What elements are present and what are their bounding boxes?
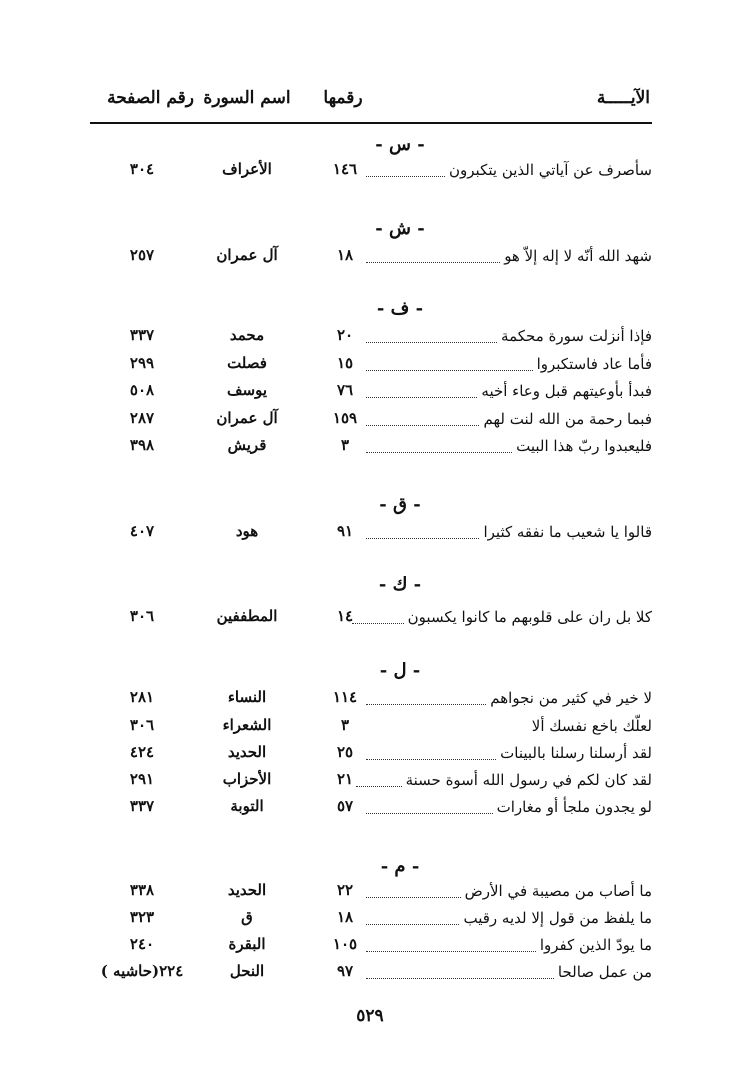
verse-text: فليعبدوا ربّ هذا البيت: [516, 436, 652, 455]
verse-text: ما يلفظ من قول إلا لديه رقيب: [463, 908, 652, 927]
page-ref: ٣٣٧: [129, 326, 155, 344]
verse-cell: [366, 684, 652, 711]
surah-name: يوسف: [226, 381, 268, 399]
verse-text: لا خير في كثير من نجواهم: [490, 688, 652, 707]
section-letter: - ق -: [379, 494, 421, 515]
dot-leader: [366, 261, 500, 263]
page-ref: ٣٠٤: [129, 160, 155, 178]
surah-name: قريش: [227, 436, 267, 454]
dot-leader: [366, 950, 536, 952]
page-ref: ٣٢٣: [129, 908, 155, 926]
table-row: [90, 684, 652, 711]
table-row: [90, 793, 652, 820]
verse-cell: [366, 377, 652, 404]
verse-text: فأما عاد فاستكبروا: [536, 354, 652, 373]
page-ref: ٣٠٦: [129, 607, 155, 625]
verse-text: سأصرف عن آياتي الذين يتكبرون: [449, 160, 652, 179]
dot-leader: [366, 977, 554, 979]
header-number: رقمها: [323, 88, 363, 108]
surah-name: الأحزاب: [222, 770, 272, 788]
verse-text: شهد الله أنّه لا إله إلاّ هو: [504, 246, 652, 265]
surah-name: الشعراء: [222, 716, 272, 734]
verse-number: ٩٧: [336, 962, 354, 980]
page-ref: ٣٣٧: [129, 797, 155, 815]
table-row: [90, 712, 652, 739]
dot-leader: [366, 341, 497, 343]
table-row: [90, 766, 652, 793]
verse-number: ٣: [340, 436, 350, 454]
verse-number: ١١٤: [332, 688, 358, 706]
page-ref: ٢٤٠: [129, 935, 155, 953]
verse-cell: [366, 322, 652, 349]
page-ref: ٢٨١: [129, 688, 155, 706]
surah-name: ق: [241, 908, 253, 926]
verse-cell: [366, 877, 652, 904]
dot-leader: [366, 896, 461, 898]
dot-leader: [366, 369, 533, 371]
dot-leader: [366, 703, 486, 705]
dot-leader: [366, 175, 445, 177]
verse-cell: [366, 958, 652, 985]
header-page: رقم الصفحة: [107, 88, 194, 108]
page-ref: ٥٠٨: [129, 381, 155, 399]
table-row: [90, 405, 652, 432]
table-row: [90, 518, 652, 545]
table-row: [90, 156, 652, 183]
surah-name: هود: [235, 522, 259, 540]
section-letter: - س -: [375, 134, 425, 155]
section-letter: - ل -: [379, 660, 421, 681]
surah-name: التوبة: [230, 797, 264, 815]
section-letter: - ش -: [375, 218, 425, 239]
page-ref: ٢٨٧: [129, 409, 155, 427]
dot-leader: [366, 812, 493, 814]
page-ref: ٤٠٧: [129, 522, 155, 540]
verse-text: فبما رحمة من الله لنت لهم: [483, 409, 652, 428]
verse-number: ٣: [340, 716, 350, 734]
section-letter: - ف -: [376, 298, 424, 319]
page-ref: ٤٢٤: [129, 743, 155, 761]
verse-number: ١٤: [336, 607, 354, 625]
table-row: [90, 603, 652, 630]
table-row: [90, 242, 652, 269]
verse-cell: [366, 242, 652, 269]
dot-leader: [366, 537, 479, 539]
verse-cell: [366, 712, 652, 739]
page-number: ٥٢٩: [356, 1006, 384, 1026]
table-row: [90, 931, 652, 958]
table-row: [90, 877, 652, 904]
verse-text: لقد كان لكم في رسول الله أسوة حسنة: [405, 770, 652, 789]
page-ref: ٣٠٦: [129, 716, 155, 734]
verse-text: لعلّك باخع نفسك ألا: [531, 716, 652, 735]
dot-leader: [366, 451, 512, 453]
verse-text: لقد أرسلنا رسلنا بالبينات: [500, 743, 652, 762]
verse-text: قالوا يا شعيب ما نفقه كثيرا: [483, 522, 652, 541]
surah-name: المطففين: [216, 607, 278, 625]
page-ref: ٣٩٨: [129, 436, 155, 454]
verse-cell: [366, 518, 652, 545]
verse-number: ٢٢: [336, 881, 354, 899]
verse-number: ٧٦: [336, 381, 354, 399]
verse-text: كلا بل ران على قلوبهم ما كانوا يكسبون: [407, 607, 652, 626]
dot-leader: [366, 424, 479, 426]
surah-name: الأعراف: [222, 160, 272, 178]
verse-number: ١٤٦: [332, 160, 358, 178]
dot-leader: [366, 923, 459, 925]
verse-cell: [352, 603, 652, 630]
surah-name: النساء: [227, 688, 267, 706]
verse-number: ١٨: [336, 246, 354, 264]
dot-leader: [366, 731, 528, 733]
verse-cell: [366, 156, 652, 183]
verse-text: فإذا أنزلت سورة محكمة: [501, 326, 652, 345]
surah-name: الحديد: [227, 881, 267, 899]
verse-text: من عمل صالحا: [557, 962, 652, 981]
page-ref: ٢٩٩: [129, 354, 155, 372]
surah-name: آل عمران: [216, 409, 278, 427]
page-ref: ٢٢٤(حاشيه ): [100, 962, 184, 980]
verse-cell: [366, 904, 652, 931]
surah-name: الحديد: [227, 743, 267, 761]
table-row: [90, 432, 652, 459]
verse-cell: [366, 432, 652, 459]
surah-name: البقرة: [228, 935, 266, 953]
section-letter: - ك -: [378, 574, 422, 595]
page-ref: ٣٣٨: [129, 881, 155, 899]
page-ref: ٢٩١: [129, 770, 155, 788]
page-ref: ٢٥٧: [129, 246, 155, 264]
header-surah: اسم السورة: [203, 88, 291, 108]
surah-name: آل عمران: [216, 246, 278, 264]
verse-number: ١٠٥: [332, 935, 358, 953]
dot-leader: [366, 758, 496, 760]
section-letter: - م -: [380, 856, 420, 877]
verse-text: ما يودّ الذين كفروا: [539, 935, 652, 954]
verse-text: ما أصاب من مصيبة في الأرض: [464, 881, 652, 900]
table-row: [90, 904, 652, 931]
table-row: [90, 958, 652, 985]
surah-name: محمد: [229, 326, 265, 344]
verse-number: ١٥: [336, 354, 354, 372]
verse-cell: [366, 739, 652, 766]
verse-number: ١٨: [336, 908, 354, 926]
verse-number: ٥٧: [336, 797, 354, 815]
surah-name: النحل: [229, 962, 265, 980]
verse-number: ٩١: [336, 522, 354, 540]
verse-cell: [366, 793, 652, 820]
surah-name: فصلت: [227, 354, 267, 372]
verse-cell: [356, 766, 652, 793]
dot-leader: [366, 396, 477, 398]
table-row: [90, 739, 652, 766]
table-row: [90, 350, 652, 377]
verse-number: ١٥٩: [332, 409, 358, 427]
table-header: [90, 84, 652, 124]
verse-cell: [366, 931, 652, 958]
table-row: [90, 377, 652, 404]
verse-number: ٢١: [336, 770, 354, 788]
verse-number: ٢٥: [336, 743, 354, 761]
verse-cell: [366, 405, 652, 432]
table-row: [90, 322, 652, 349]
verse-cell: [366, 350, 652, 377]
verse-number: ٢٠: [336, 326, 354, 344]
verse-text: فبدأ بأوعيتهم قبل وعاء أخيه: [481, 381, 652, 400]
verse-text: لو يجدون ملجأ أو مغارات: [496, 797, 652, 816]
header-verse: الآيـــــة: [596, 88, 650, 108]
